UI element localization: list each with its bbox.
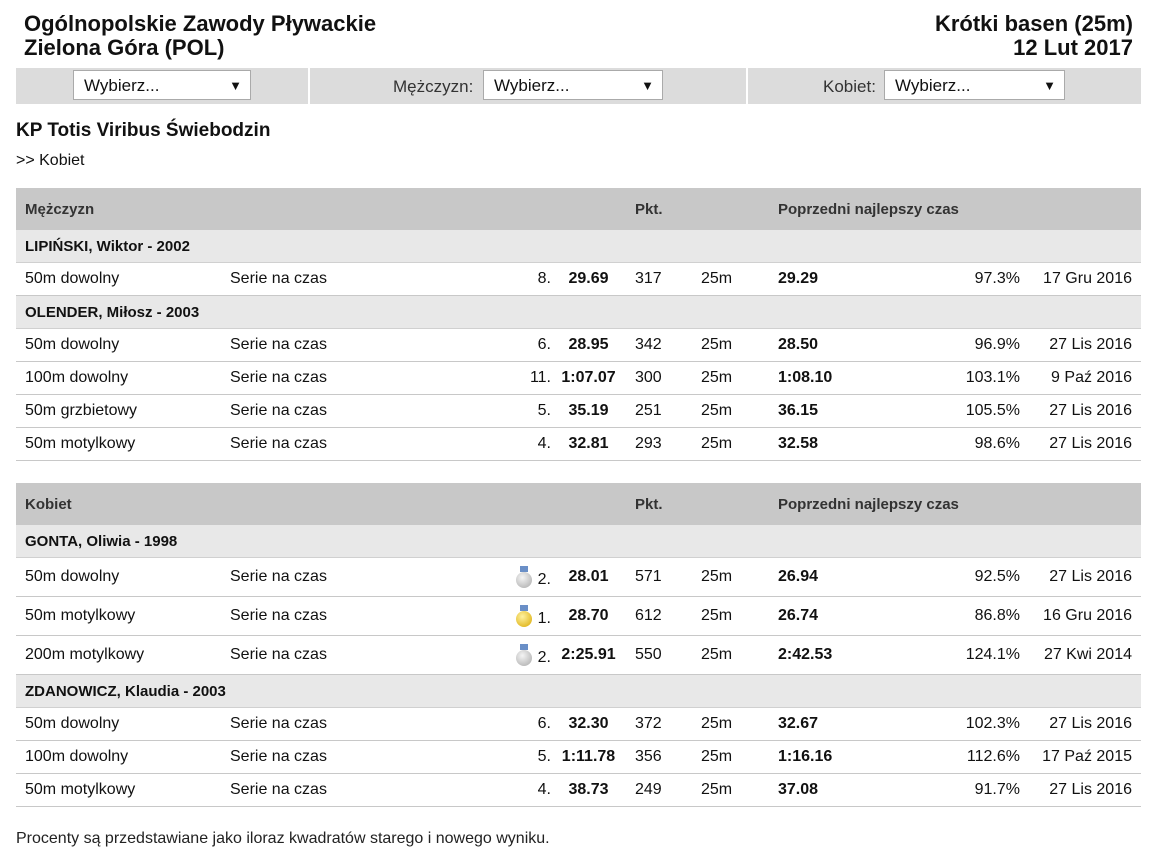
round-type: Serie na czas — [221, 597, 411, 636]
meet-title — [24, 12, 376, 60]
silver-medal-icon — [516, 566, 532, 588]
result-time[interactable]: 28.01 — [551, 558, 626, 597]
header-points: Pkt. — [626, 483, 692, 525]
result-time[interactable]: 32.30 — [551, 708, 626, 741]
pool-length: 25m — [692, 558, 769, 597]
swimmer-row[interactable] — [16, 675, 1141, 708]
pool-length: 25m — [692, 741, 769, 774]
previous-time: 26.74 — [769, 597, 889, 636]
previous-date: 27 Lis 2016 — [1029, 774, 1141, 807]
header-previous-best: Poprzedni najlepszy czas — [769, 188, 1141, 230]
men-results-table — [16, 188, 1141, 461]
points: 612 — [626, 597, 692, 636]
result-row[interactable] — [16, 362, 1141, 395]
percent: 105.5% — [889, 395, 1029, 428]
result-row[interactable] — [16, 741, 1141, 774]
event-name[interactable]: 50m motylkowy — [16, 428, 221, 461]
previous-date: 27 Kwi 2014 — [1029, 636, 1141, 675]
gold-medal-icon — [516, 605, 532, 627]
men-select[interactable] — [483, 70, 663, 100]
previous-time: 37.08 — [769, 774, 889, 807]
previous-date: 27 Lis 2016 — [1029, 395, 1141, 428]
swimmer-name[interactable]: OLENDER, Miłosz - 2003 — [16, 296, 1141, 329]
result-row[interactable] — [16, 558, 1141, 597]
event-name[interactable]: 100m dowolny — [16, 362, 221, 395]
header-previous-best: Poprzedni najlepszy czas — [769, 483, 1141, 525]
round-type: Serie na czas — [221, 263, 411, 296]
pool-length: 25m — [692, 395, 769, 428]
place-cell — [411, 597, 551, 636]
points: 293 — [626, 428, 692, 461]
event-name[interactable]: 100m dowolny — [16, 741, 221, 774]
club-name: KP Totis Viribus Świebodzin — [16, 120, 271, 141]
percent: 112.6% — [889, 741, 1029, 774]
previous-time: 32.67 — [769, 708, 889, 741]
meet-location: Zielona Góra (POL) — [24, 35, 225, 60]
women-select-value: Wybierz... — [895, 76, 971, 95]
percent: 96.9% — [889, 329, 1029, 362]
percent: 91.7% — [889, 774, 1029, 807]
percent: 86.8% — [889, 597, 1029, 636]
header-gender: Mężczyzn — [16, 188, 626, 230]
points: 317 — [626, 263, 692, 296]
pool-length: 25m — [692, 329, 769, 362]
percent: 98.6% — [889, 428, 1029, 461]
swimmer-row[interactable] — [16, 230, 1141, 263]
points: 550 — [626, 636, 692, 675]
event-name[interactable]: 50m dowolny — [16, 708, 221, 741]
round-type: Serie na czas — [221, 774, 411, 807]
table-header-row — [16, 188, 1141, 230]
place: 2. — [537, 648, 551, 666]
club-select-value: Wybierz... — [84, 76, 160, 95]
place: 6. — [537, 715, 551, 732]
place: 6. — [537, 336, 551, 353]
place: 1. — [537, 609, 551, 627]
pool-length: 25m — [692, 597, 769, 636]
pool-length: 25m — [692, 636, 769, 675]
women-select[interactable] — [884, 70, 1065, 100]
filter-bar — [16, 68, 1141, 104]
result-row[interactable] — [16, 708, 1141, 741]
points: 249 — [626, 774, 692, 807]
points: 342 — [626, 329, 692, 362]
header-spacer — [692, 483, 769, 525]
meet-date: 12 Lut 2017 — [1013, 35, 1133, 60]
women-section-link[interactable]: >> Kobiet — [16, 152, 85, 169]
place-cell — [411, 636, 551, 675]
result-row[interactable] — [16, 636, 1141, 675]
event-name[interactable]: 50m dowolny — [16, 329, 221, 362]
result-row[interactable] — [16, 329, 1141, 362]
place: 4. — [537, 435, 551, 452]
previous-time: 29.29 — [769, 263, 889, 296]
previous-date: 27 Lis 2016 — [1029, 558, 1141, 597]
header-gender: Kobiet — [16, 483, 626, 525]
pool-length: 25m — [692, 362, 769, 395]
round-type: Serie na czas — [221, 636, 411, 675]
round-type: Serie na czas — [221, 558, 411, 597]
place-cell — [411, 708, 551, 741]
pool-length: 25m — [692, 774, 769, 807]
place: 5. — [537, 402, 551, 419]
previous-date: 17 Gru 2016 — [1029, 263, 1141, 296]
previous-time: 28.50 — [769, 329, 889, 362]
place-cell — [411, 741, 551, 774]
header-points: Pkt. — [626, 188, 692, 230]
result-time[interactable]: 1:07.07 — [551, 362, 626, 395]
percent: 124.1% — [889, 636, 1029, 675]
women-results-table — [16, 483, 1141, 807]
page-header — [16, 12, 1141, 64]
result-row[interactable] — [16, 597, 1141, 636]
points: 372 — [626, 708, 692, 741]
place-cell — [411, 263, 551, 296]
place: 2. — [537, 570, 551, 588]
result-time[interactable]: 28.70 — [551, 597, 626, 636]
result-time[interactable]: 35.19 — [551, 395, 626, 428]
previous-time: 26.94 — [769, 558, 889, 597]
event-name[interactable]: 50m dowolny — [16, 263, 221, 296]
percent: 103.1% — [889, 362, 1029, 395]
filter-divider — [308, 68, 310, 104]
round-type: Serie na czas — [221, 362, 411, 395]
women-filter-label: Kobiet: — [823, 77, 876, 96]
previous-date: 27 Lis 2016 — [1029, 428, 1141, 461]
result-row[interactable] — [16, 428, 1141, 461]
chevron-down-icon: ▼ — [1043, 78, 1056, 93]
place-cell — [411, 558, 551, 597]
place-cell — [411, 774, 551, 807]
event-name[interactable]: 50m motylkowy — [16, 597, 221, 636]
filter-divider — [746, 68, 748, 104]
result-time[interactable]: 1:11.78 — [551, 741, 626, 774]
swimmer-row[interactable] — [16, 525, 1141, 558]
points: 571 — [626, 558, 692, 597]
club-select[interactable] — [73, 70, 251, 100]
previous-time: 1:16.16 — [769, 741, 889, 774]
footnote: Procenty są przedstawiane jako iloraz kwadratów starego i nowego wyniku. — [16, 830, 550, 847]
percent: 102.3% — [889, 708, 1029, 741]
pool-length: 25m — [692, 428, 769, 461]
place: 4. — [537, 781, 551, 798]
event-name[interactable]: 200m motylkowy — [16, 636, 221, 675]
swimmer-name[interactable]: GONTA, Oliwia - 1998 — [16, 525, 1141, 558]
previous-date: 27 Lis 2016 — [1029, 329, 1141, 362]
points: 300 — [626, 362, 692, 395]
pool-type: Krótki basen (25m) — [934, 11, 1133, 36]
meet-info — [935, 12, 1133, 60]
chevron-down-icon: ▼ — [229, 78, 242, 93]
pool-length: 25m — [692, 263, 769, 296]
pool-length: 25m — [692, 708, 769, 741]
meet-name: Ogólnopolskie Zawody Pływackie — [24, 11, 377, 36]
silver-medal-icon — [516, 644, 532, 666]
result-time[interactable]: 38.73 — [551, 774, 626, 807]
swimmer-row[interactable] — [16, 296, 1141, 329]
percent: 92.5% — [889, 558, 1029, 597]
place-cell — [411, 362, 551, 395]
previous-date: 9 Paź 2016 — [1029, 362, 1141, 395]
table-header-row — [16, 483, 1141, 525]
header-spacer — [692, 188, 769, 230]
points: 251 — [626, 395, 692, 428]
chevron-down-icon: ▼ — [641, 78, 654, 93]
points: 356 — [626, 741, 692, 774]
result-row[interactable] — [16, 263, 1141, 296]
event-name[interactable]: 50m motylkowy — [16, 774, 221, 807]
place-cell — [411, 428, 551, 461]
place: 11. — [529, 369, 551, 386]
place: 8. — [537, 270, 551, 287]
previous-date: 27 Lis 2016 — [1029, 708, 1141, 741]
place-cell — [411, 329, 551, 362]
event-name[interactable]: 50m grzbietowy — [16, 395, 221, 428]
men-select-value: Wybierz... — [494, 76, 570, 95]
result-time[interactable]: 28.95 — [551, 329, 626, 362]
round-type: Serie na czas — [221, 395, 411, 428]
round-type: Serie na czas — [221, 329, 411, 362]
result-time[interactable]: 2:25.91 — [551, 636, 626, 675]
previous-date: 16 Gru 2016 — [1029, 597, 1141, 636]
previous-time: 32.58 — [769, 428, 889, 461]
swimmer-name[interactable]: LIPIŃSKI, Wiktor - 2002 — [16, 230, 1141, 263]
previous-time: 1:08.10 — [769, 362, 889, 395]
result-time[interactable]: 29.69 — [551, 263, 626, 296]
round-type: Serie na czas — [221, 428, 411, 461]
previous-time: 36.15 — [769, 395, 889, 428]
previous-date: 17 Paź 2015 — [1029, 741, 1141, 774]
round-type: Serie na czas — [221, 741, 411, 774]
place: 5. — [537, 748, 551, 765]
place-cell — [411, 395, 551, 428]
result-row[interactable] — [16, 774, 1141, 807]
result-row[interactable] — [16, 395, 1141, 428]
round-type: Serie na czas — [221, 708, 411, 741]
result-time[interactable]: 32.81 — [551, 428, 626, 461]
men-filter-label: Mężczyzn: — [393, 77, 474, 96]
previous-time: 2:42.53 — [769, 636, 889, 675]
swimmer-name[interactable]: ZDANOWICZ, Klaudia - 2003 — [16, 675, 1141, 708]
percent: 97.3% — [889, 263, 1029, 296]
event-name[interactable]: 50m dowolny — [16, 558, 221, 597]
